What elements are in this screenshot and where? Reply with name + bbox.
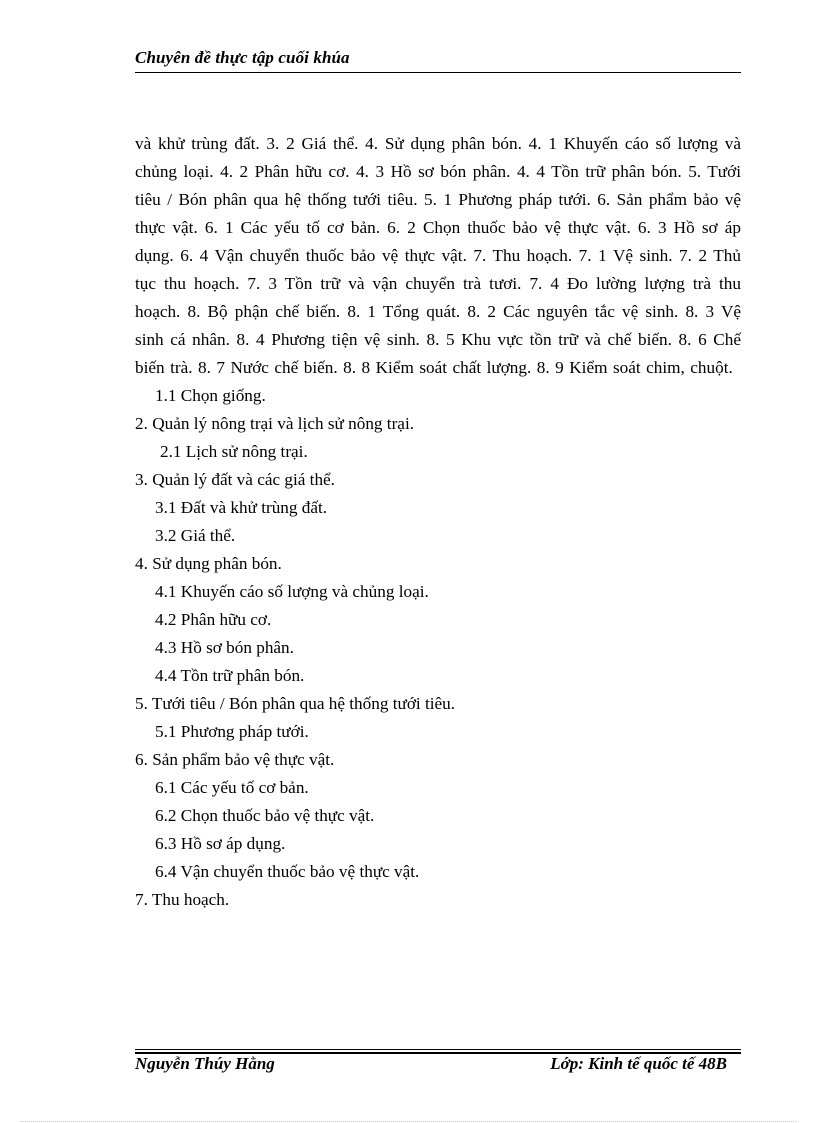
list-item: 6.3 Hồ sơ áp dụng. [155, 834, 286, 853]
document-body [135, 130, 741, 914]
list-item: 3.1 Đất và khử trùng đất. [155, 498, 328, 517]
list-item: 2.1 Lịch sử nông trại. [160, 442, 308, 461]
list-item: 3. Quản lý đất và các giá thể. [135, 470, 335, 489]
list-item: 4.2 Phân hữu cơ. [155, 610, 272, 629]
list-item: 6.4 Vận chuyển thuốc bảo vệ thực vật. [155, 862, 420, 881]
body-paragraph: và khử trùng đất. 3. 2 Giá thể. 4. Sử dụng phân bón. 4. 1 Khuyến cáo số lượng và chủng loại. 4. 2 Phân hữu cơ. 4. 3 Hồ sơ bón phân. 4. 4 Tồn trữ phân bón. 5. Tưới tiêu / Bón phân qua hệ thống tưới tiêu. 5. 1 Phương pháp tưới. 6. Sản phẩm bảo vệ thực vật. 6. 1 Các yếu tố cơ bản. 6. 2 Chọn thuốc bảo vệ thực vật. 6. 3 Hồ sơ áp dụng. 6. 4 Vận chuyển thuốc bảo vệ thực vật. 7. Thu hoạch. 7. 1 Vệ sinh. 7. 2 Thủ tục thu hoạch. 7. 3 Tồn trữ và vận chuyển trà tươi. 7. 4 Đo lường lượng trà thu hoạch. 8. Bộ phận chế biến. 8. 1 Tổng quát. 8. 2 Các nguyên tắc vệ sinh. 8. 3 Vệ sinh cá nhân. 8. 4 Phương tiện vệ sinh. 8. 5 Khu vực tồn trữ và chế biến. 8. 6 Chế biến trà. 8. 7 Nước chế biến. 8. 8 Kiểm soát chất lượng. 8. 9 Kiểm soát chim, chuột. [135, 134, 741, 377]
footer-rule-thin [135, 1049, 741, 1050]
list-item: 6. Sản phẩm bảo vệ thực vật. [135, 750, 335, 769]
footer-class: Lớp: Kinh tế quốc tế 48B [550, 1054, 727, 1073]
header-rule [135, 72, 741, 73]
list-item: 7. Thu hoạch. [135, 890, 230, 909]
footer-author: Nguyễn Thúy Hằng [135, 1054, 275, 1073]
list-item: 6.1 Các yếu tố cơ bản. [155, 778, 309, 797]
list-item: 5.1 Phương pháp tưới. [155, 722, 309, 741]
list-item: 4. Sử dụng phân bón. [135, 554, 282, 573]
page-header-title: Chuyên đề thực tập cuối khúa [135, 48, 350, 67]
list-item: 2. Quản lý nông trại và lịch sử nông trại. [135, 414, 415, 433]
page-edge [20, 1121, 796, 1122]
list-item: 5. Tưới tiêu / Bón phân qua hệ thống tưới tiêu. [135, 694, 456, 713]
list-item: 6.2 Chọn thuốc bảo vệ thực vật. [155, 806, 375, 825]
list-item: 4.1 Khuyến cáo số lượng và chủng loại. [155, 582, 429, 601]
list-item: 4.4 Tồn trữ phân bón. [155, 666, 305, 685]
list-item: 3.2 Giá thể. [155, 526, 236, 545]
list-item: 1.1 Chọn giống. [155, 386, 266, 405]
list-item: 4.3 Hồ sơ bón phân. [155, 638, 294, 657]
